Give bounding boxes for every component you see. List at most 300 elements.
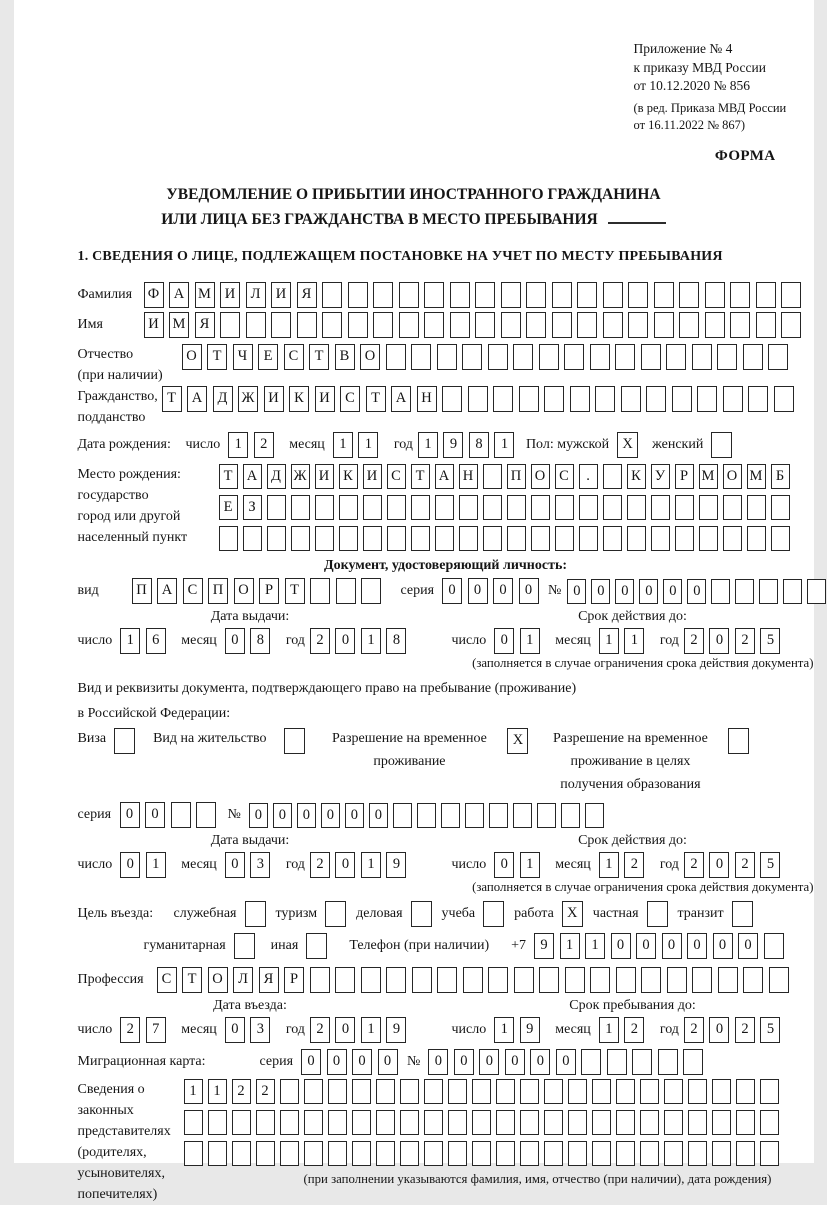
form-cell — [568, 1110, 587, 1135]
purpose-study-checkbox — [483, 901, 504, 927]
birth-month-cells — [333, 432, 384, 458]
form-cell: 1 — [560, 933, 580, 959]
form-cell: 0 — [615, 579, 634, 604]
month-word: месяц — [289, 437, 325, 452]
form-cell — [807, 579, 826, 604]
form-cell: 9 — [534, 933, 554, 959]
form-cell: 0 — [709, 1017, 729, 1043]
form-cell — [489, 803, 508, 828]
form-cell: 1 — [494, 432, 514, 458]
form-cell: 2 — [684, 1017, 704, 1043]
form-cell — [616, 1079, 635, 1104]
residence-series-cells — [120, 802, 222, 828]
form-cell — [705, 312, 725, 338]
form-cell — [688, 1141, 707, 1166]
doc-valid-month-cells — [599, 628, 650, 654]
form-cell: С — [284, 344, 304, 370]
form-cell — [683, 1049, 703, 1075]
doc-kind-cells — [132, 578, 387, 604]
form-cell: 1 — [418, 432, 438, 458]
form-cell — [472, 1141, 491, 1166]
form-cell: К — [627, 464, 646, 489]
phone-cells — [534, 933, 789, 959]
form-cell: И — [315, 386, 335, 412]
form-cell — [544, 1110, 563, 1135]
citizenship-cells — [162, 386, 800, 412]
rvp-education-checkbox — [728, 728, 749, 754]
form-cell — [595, 386, 615, 412]
form-cell — [399, 282, 419, 308]
form-cell: 0 — [428, 1049, 448, 1075]
form-cell: 0 — [327, 1049, 347, 1075]
residence-permit-checkbox — [284, 728, 305, 754]
form-cell: И — [144, 312, 164, 338]
form-cell: 2 — [310, 852, 330, 878]
stay-until-heading: Срок пребывания до: — [569, 998, 696, 1014]
birthplace-label-line3: город или другой — [77, 509, 181, 524]
form-cell — [688, 1110, 707, 1135]
form-cell: С — [387, 464, 406, 489]
form-cell: А — [391, 386, 411, 412]
form-cell: 1 — [585, 933, 605, 959]
form-cell — [363, 495, 382, 520]
purpose-transit-checkbox — [732, 901, 753, 927]
migration-number-cells — [428, 1049, 709, 1075]
form-cell — [310, 578, 330, 604]
stay-until-group — [452, 998, 814, 1043]
form-cell: 0 — [493, 578, 513, 604]
form-cell: Л — [246, 282, 266, 308]
form-cell: М — [195, 282, 215, 308]
form-cell: 0 — [442, 578, 462, 604]
form-cell: Т — [309, 344, 329, 370]
form-cell — [664, 1110, 683, 1135]
form-cell — [705, 282, 725, 308]
doc-valid-group — [452, 609, 814, 654]
form-cell: 0 — [479, 1049, 499, 1075]
representatives-label-line1: Сведения о — [77, 1082, 145, 1098]
doc-valid-year-cells — [684, 628, 786, 654]
form-cell: 0 — [335, 1017, 355, 1043]
form-cell: 0 — [297, 803, 316, 828]
form-cell: Т — [219, 464, 238, 489]
form-cell: Ж — [291, 464, 310, 489]
form-cell: О — [182, 344, 202, 370]
form-cell — [280, 1110, 299, 1135]
residence-valid-year-cells — [684, 852, 786, 878]
doc-validity-note: (заполняется в случае ограничения срока действия документа) — [472, 656, 814, 670]
representatives-cells-row2 — [184, 1110, 784, 1135]
form-cell: 2 — [310, 1017, 330, 1043]
form-cell: 8 — [250, 628, 270, 654]
form-cell: 0 — [738, 933, 758, 959]
form-cell — [387, 526, 406, 551]
form-cell: 0 — [301, 1049, 321, 1075]
form-cell — [411, 495, 430, 520]
form-cell — [386, 967, 406, 993]
form-cell — [488, 967, 508, 993]
purpose-official-label: служебная — [173, 906, 237, 922]
birthdate-row — [78, 432, 814, 458]
form-cell: 1 — [494, 1017, 514, 1043]
form-cell — [507, 495, 526, 520]
form-cell: 0 — [352, 1049, 372, 1075]
form-cell: 1 — [361, 1017, 381, 1043]
purpose-other-label: иная — [270, 938, 299, 954]
doc-issued-year-cells — [310, 628, 412, 654]
form-cell: О — [360, 344, 380, 370]
form-cell: 1 — [120, 628, 140, 654]
form-cell — [361, 578, 381, 604]
identity-doc-heading: Документ, удостоверяющий личность: — [323, 558, 568, 573]
form-cell — [699, 526, 718, 551]
entry-date-heading: Дата въезда: — [213, 998, 287, 1014]
form-cell — [555, 495, 574, 520]
form-cell: 1 — [599, 628, 619, 654]
form-cell — [603, 282, 623, 308]
entry-day-cells — [120, 1017, 171, 1043]
form-cell — [465, 803, 484, 828]
form-cell — [760, 1110, 779, 1135]
form-cell: Т — [411, 464, 430, 489]
form-cell — [774, 386, 794, 412]
form-cell — [373, 282, 393, 308]
form-cell — [472, 1110, 491, 1135]
doc-issued-day-cells — [120, 628, 171, 654]
form-cell: 1 — [146, 852, 166, 878]
purpose-official-checkbox — [245, 901, 266, 927]
form-cell — [424, 1079, 443, 1104]
form-cell — [768, 344, 788, 370]
form-cell — [304, 1079, 323, 1104]
form-cell: 2 — [254, 432, 274, 458]
form-cell — [718, 967, 738, 993]
visa-label: Виза — [77, 731, 107, 747]
form-cell: 0 — [663, 579, 682, 604]
form-cell: 1 — [361, 628, 381, 654]
month-word: месяц — [181, 633, 217, 648]
form-cell — [243, 526, 262, 551]
form-cell: 0 — [709, 628, 729, 654]
entry-year-cells — [310, 1017, 412, 1043]
form-cell — [667, 967, 687, 993]
form-cell — [304, 1110, 323, 1135]
patronymic-label-line2: (при наличии) — [77, 368, 163, 383]
form-cell — [539, 967, 559, 993]
form-cell: 0 — [468, 578, 488, 604]
form-cell — [184, 1110, 203, 1135]
form-cell — [717, 344, 737, 370]
form-cell: Р — [259, 578, 279, 604]
form-cell — [628, 312, 648, 338]
purpose-business-label: деловая — [356, 906, 403, 922]
form-cell: 1 — [333, 432, 353, 458]
representatives-label-line6: попечителях) — [77, 1187, 158, 1203]
form-cell — [297, 312, 317, 338]
year-word: год — [285, 1022, 305, 1038]
form-cell — [565, 967, 585, 993]
migration-series-label: серия — [259, 1054, 294, 1070]
stay-year-cells — [684, 1017, 786, 1043]
form-cell — [519, 386, 539, 412]
form-cell: 8 — [386, 628, 406, 654]
form-cell — [712, 1079, 731, 1104]
form-cell: П — [208, 578, 228, 604]
form-cell — [501, 312, 521, 338]
form-cell: С — [183, 578, 203, 604]
form-cell — [666, 344, 686, 370]
purpose-humanitarian-checkbox — [234, 933, 255, 959]
day-word: число — [77, 633, 113, 648]
form-cell: 0 — [225, 852, 245, 878]
representatives-cells-row3 — [184, 1141, 784, 1166]
form-cell: О — [234, 578, 254, 604]
form-cell — [675, 495, 694, 520]
form-cell — [627, 495, 646, 520]
year-word: год — [659, 1022, 679, 1038]
form-cell — [339, 495, 358, 520]
form-cell — [256, 1141, 275, 1166]
form-cell — [581, 1049, 601, 1075]
form-cell — [361, 967, 381, 993]
migration-card-label: Миграционная карта: — [77, 1054, 206, 1070]
form-cell: 2 — [310, 628, 330, 654]
birthplace-label-line2: государство — [77, 488, 149, 503]
form-cell — [590, 344, 610, 370]
birthplace-row — [78, 464, 814, 557]
form-cell: 2 — [735, 852, 755, 878]
form-cell — [735, 579, 754, 604]
form-cell — [654, 282, 674, 308]
citizenship-label-line1: Гражданство, — [77, 389, 158, 404]
form-cell — [646, 386, 666, 412]
form-cell — [592, 1110, 611, 1135]
residence-options-row — [78, 728, 814, 796]
month-word: месяц — [555, 633, 591, 648]
form-cell — [552, 312, 572, 338]
form-cell: 1 — [520, 852, 540, 878]
form-cell — [387, 495, 406, 520]
form-cell: 9 — [443, 432, 463, 458]
year-word: год — [659, 857, 679, 873]
form-cell — [577, 312, 597, 338]
form-cell — [616, 1141, 635, 1166]
purpose-tourism-label: туризм — [275, 906, 318, 922]
form-cell — [783, 579, 802, 604]
rvp-checkbox: X — [507, 728, 528, 754]
residence-issued-day-cells — [120, 852, 171, 878]
form-cell — [291, 526, 310, 551]
form-cell: 1 — [599, 1017, 619, 1043]
form-cell: Н — [417, 386, 437, 412]
form-cell: И — [315, 464, 334, 489]
title-line-1: УВЕДОМЛЕНИЕ О ПРИБЫТИИ ИНОСТРАННОГО ГРАЖДАНИНА — [166, 186, 661, 203]
form-body — [78, 282, 814, 1205]
form-cell — [748, 386, 768, 412]
form-cell — [501, 282, 521, 308]
migration-series-cells — [301, 1049, 403, 1075]
form-cell — [339, 526, 358, 551]
form-cell — [579, 495, 598, 520]
female-checkbox — [711, 432, 732, 458]
form-cell — [322, 312, 342, 338]
purpose-work-label: работа — [514, 906, 554, 922]
form-cell — [607, 1049, 627, 1075]
form-cell: . — [579, 464, 598, 489]
purpose-label: Цель въезда: — [77, 906, 154, 922]
form-cell — [463, 967, 483, 993]
form-cell — [328, 1079, 347, 1104]
form-cell: Т — [207, 344, 227, 370]
form-cell — [493, 386, 513, 412]
form-cell — [280, 1079, 299, 1104]
form-cell — [723, 386, 743, 412]
form-cell — [348, 312, 368, 338]
form-cell — [468, 386, 488, 412]
form-cell — [531, 495, 550, 520]
form-cell — [424, 282, 444, 308]
residence-doc-dates — [78, 833, 814, 878]
form-cell: 0 — [335, 628, 355, 654]
form-cell — [723, 526, 742, 551]
residence-issued-heading: Дата выдачи: — [210, 833, 290, 849]
form-cell: С — [555, 464, 574, 489]
form-cell: 0 — [378, 1049, 398, 1075]
form-title — [14, 183, 814, 233]
birth-day-cells — [228, 432, 279, 458]
form-cell — [373, 312, 393, 338]
form-cell: 2 — [684, 852, 704, 878]
form-cell: 0 — [687, 933, 707, 959]
form-cell: М — [169, 312, 189, 338]
form-cell — [651, 495, 670, 520]
form-cell: 0 — [687, 579, 706, 604]
header-line-1: Приложение № 4 — [633, 41, 733, 56]
day-word: число — [77, 857, 113, 873]
form-cell — [552, 282, 572, 308]
birthplace-cells-row1 — [219, 464, 795, 489]
stay-month-cells — [599, 1017, 650, 1043]
form-cell — [267, 526, 286, 551]
representatives-cells-row1 — [184, 1079, 784, 1104]
form-cell — [699, 495, 718, 520]
form-cell — [232, 1141, 251, 1166]
form-cell — [697, 386, 717, 412]
form-cell: П — [507, 464, 526, 489]
patronymic-label — [78, 344, 182, 386]
firstname-label: Имя — [77, 317, 103, 332]
form-cell — [632, 1049, 652, 1075]
representatives-label — [78, 1079, 184, 1205]
form-cell: 0 — [494, 628, 514, 654]
year-word: год — [659, 633, 679, 648]
form-cell — [526, 282, 546, 308]
form-cell — [621, 386, 641, 412]
doc-kind-label: вид — [77, 583, 99, 598]
form-cell — [437, 344, 457, 370]
form-cell: 2 — [120, 1017, 140, 1043]
stay-day-cells — [494, 1017, 545, 1043]
form-cell — [561, 803, 580, 828]
year-word: год — [285, 857, 305, 873]
form-cell — [399, 312, 419, 338]
form-cell — [496, 1141, 515, 1166]
form-cell — [539, 344, 559, 370]
header-line-2: к приказу МВД России — [633, 59, 766, 75]
form-cell — [411, 526, 430, 551]
form-cell — [730, 282, 750, 308]
form-cell — [743, 967, 763, 993]
day-word: число — [77, 1022, 113, 1038]
form-cell — [376, 1141, 395, 1166]
surname-cells — [144, 282, 807, 308]
citizenship-label — [78, 386, 162, 428]
form-cell — [424, 312, 444, 338]
form-cell: 0 — [556, 1049, 576, 1075]
birthplace-label-line1: Место рождения: — [77, 467, 181, 482]
form-cell — [352, 1079, 371, 1104]
form-cell: 0 — [335, 852, 355, 878]
form-cell — [756, 312, 776, 338]
form-cell — [483, 464, 502, 489]
form-cell — [640, 1141, 659, 1166]
birthplace-cells — [219, 464, 795, 557]
purpose-other-checkbox — [306, 933, 327, 959]
arrival-notification-form-page — [14, 0, 814, 1203]
form-cell: 2 — [232, 1079, 251, 1104]
form-cell — [376, 1110, 395, 1135]
form-cell: К — [289, 386, 309, 412]
month-word: месяц — [181, 857, 217, 873]
form-cell — [448, 1110, 467, 1135]
title-line-2-text: ИЛИ ЛИЦА БЕЗ ГРАЖДАНСТВА В МЕСТО ПРЕБЫВАНИЯ — [161, 210, 598, 228]
form-cell: 0 — [369, 803, 388, 828]
form-cell — [322, 282, 342, 308]
form-cell — [328, 1110, 347, 1135]
form-cell: С — [340, 386, 360, 412]
form-cell — [232, 1110, 251, 1135]
migration-number-label: № — [407, 1054, 421, 1070]
form-cell — [603, 464, 622, 489]
birthplace-label-line4: населенный пункт — [77, 530, 188, 545]
residence-valid-heading: Срок действия до: — [578, 833, 687, 849]
doc-number-label: № — [548, 583, 562, 598]
form-cell — [417, 803, 436, 828]
form-cell: О — [208, 967, 228, 993]
citizenship-label-line2: подданство — [77, 410, 146, 425]
form-cell: Е — [258, 344, 278, 370]
form-cell — [267, 495, 286, 520]
form-cell: Р — [675, 464, 694, 489]
form-cell — [640, 1110, 659, 1135]
form-cell: 0 — [505, 1049, 525, 1075]
purpose-row — [78, 901, 814, 927]
form-cell — [441, 803, 460, 828]
form-cell — [352, 1110, 371, 1135]
form-cell: Т — [366, 386, 386, 412]
form-cell: 0 — [636, 933, 656, 959]
form-cell: Д — [213, 386, 233, 412]
form-cell: 0 — [530, 1049, 550, 1075]
form-cell: В — [335, 344, 355, 370]
form-cell — [555, 526, 574, 551]
form-cell — [448, 1141, 467, 1166]
residence-valid-day-cells — [494, 852, 545, 878]
form-cell: 0 — [713, 933, 733, 959]
residence-validity-note: (заполняется в случае ограничения срока действия документа) — [472, 880, 814, 895]
form-cell — [640, 1079, 659, 1104]
form-cell: 1 — [228, 432, 248, 458]
